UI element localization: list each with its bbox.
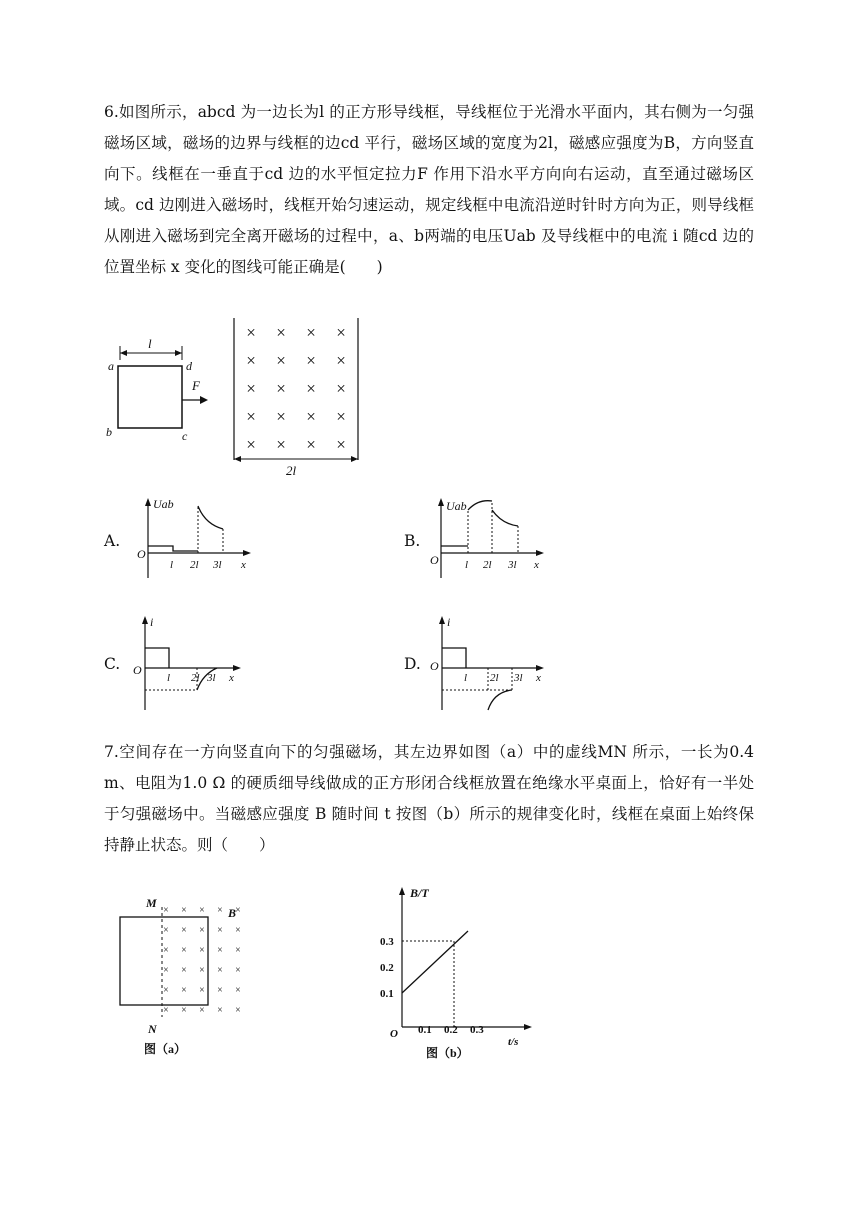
field-crosses bbox=[246, 323, 346, 454]
field-cross: × bbox=[235, 905, 241, 916]
option-a-letter[interactable]: A. bbox=[104, 532, 121, 550]
x-label: t/s bbox=[508, 1036, 519, 1048]
q6-figure bbox=[100, 318, 370, 478]
field-cross: × bbox=[199, 905, 205, 916]
option-c-graph[interactable] bbox=[131, 614, 251, 714]
field-cross: × bbox=[181, 1005, 187, 1016]
tick-2l: 2l bbox=[490, 672, 499, 684]
field-cross: × bbox=[217, 1005, 223, 1016]
corner-b: b bbox=[106, 425, 112, 439]
corner-d: d bbox=[186, 359, 192, 373]
x-label: x bbox=[241, 559, 246, 571]
option-a-graph[interactable] bbox=[135, 496, 255, 588]
field-cross: × bbox=[217, 905, 223, 916]
field-cross: × bbox=[276, 407, 286, 426]
y-tick-0.1: 0.1 bbox=[380, 988, 394, 1000]
field-cross: × bbox=[235, 925, 241, 936]
q6-text: 6.如图所示，abcd 为一边长为l 的正方形导线框，导线框位于光滑水平面内，其右侧为一匀强磁场区域，磁场的边界与线框的边cd 平行，磁场区域的宽度为2l，磁感应强度为B，方向竖直向下。线框在一垂直于cd 边的水平恒定拉力F 作用下沿水平方向向右运动，直至通过磁场区域。cd 边刚进入磁场时，线框开始匀速运动，规定线框中电流沿逆时针时方向为正，则导线框从刚进入磁场到完全离开磁场的过程中，a、b两端的电压Uab 及导线框中的电流 i 随cd 边的位置坐标 x 变化的图线可能正确是( ) bbox=[104, 103, 754, 276]
origin-label: O bbox=[137, 547, 146, 561]
option-b-graph[interactable] bbox=[428, 496, 548, 588]
field-cross: × bbox=[336, 407, 346, 426]
field-crosses bbox=[163, 905, 241, 1016]
field-cross: × bbox=[217, 925, 223, 936]
field-cross: × bbox=[199, 945, 205, 956]
y-tick-0.2: 0.2 bbox=[380, 962, 394, 974]
field-cross: × bbox=[246, 351, 256, 370]
x-tick-0.2: 0.2 bbox=[444, 1024, 458, 1036]
x-tick-0.3: 0.3 bbox=[470, 1024, 484, 1036]
corner-a: a bbox=[108, 359, 114, 373]
tick-l: l bbox=[167, 672, 171, 684]
field-cross: × bbox=[163, 905, 169, 916]
origin-label: O bbox=[430, 659, 439, 673]
field-cross: × bbox=[235, 965, 241, 976]
field-cross: × bbox=[246, 379, 256, 398]
field-cross: × bbox=[181, 985, 187, 996]
field-cross: × bbox=[235, 945, 241, 956]
field-cross: × bbox=[246, 435, 256, 454]
y-tick-0.3: 0.3 bbox=[380, 936, 394, 948]
option-c-letter[interactable]: C. bbox=[104, 655, 121, 673]
field-cross: × bbox=[181, 925, 187, 936]
side-label: l bbox=[148, 336, 152, 351]
origin-label: O bbox=[430, 553, 439, 567]
tick-2l: 2l bbox=[190, 559, 199, 571]
y-label: i bbox=[447, 615, 451, 629]
tick-l: l bbox=[465, 559, 469, 571]
field-cross: × bbox=[336, 379, 346, 398]
field-cross: × bbox=[217, 945, 223, 956]
field-cross: × bbox=[181, 905, 187, 916]
field-cross: × bbox=[336, 435, 346, 454]
field-cross: × bbox=[276, 323, 286, 342]
field-cross: × bbox=[199, 925, 205, 936]
x-label: x bbox=[229, 672, 234, 684]
origin-label: O bbox=[390, 1028, 398, 1040]
corner-c: c bbox=[182, 429, 188, 443]
field-cross: × bbox=[181, 945, 187, 956]
tick-3l: 3l bbox=[508, 559, 517, 571]
field-cross: × bbox=[306, 323, 316, 342]
tick-3l: 3l bbox=[207, 672, 216, 684]
option-b-letter[interactable]: B. bbox=[404, 532, 421, 550]
field-cross: × bbox=[276, 351, 286, 370]
field-cross: × bbox=[163, 1005, 169, 1016]
field-cross: × bbox=[163, 945, 169, 956]
field-cross: × bbox=[306, 407, 316, 426]
option-d-letter[interactable]: D. bbox=[404, 655, 421, 673]
y-label: Uab bbox=[153, 497, 174, 511]
field-cross: × bbox=[235, 985, 241, 996]
field-cross: × bbox=[306, 379, 316, 398]
y-label: Uab bbox=[446, 499, 467, 513]
field-cross: × bbox=[276, 435, 286, 454]
square-frame bbox=[118, 366, 182, 428]
field-cross: × bbox=[199, 1005, 205, 1016]
label-b: B bbox=[228, 906, 237, 920]
field-cross: × bbox=[246, 323, 256, 342]
field-cross: × bbox=[336, 351, 346, 370]
caption-b: 图（b） bbox=[426, 1046, 469, 1060]
field-cross: × bbox=[163, 925, 169, 936]
option-d-graph[interactable] bbox=[428, 614, 548, 714]
y-label: i bbox=[150, 615, 154, 629]
q7-figure-b bbox=[378, 885, 538, 1060]
field-cross: × bbox=[276, 379, 286, 398]
y-label: B/T bbox=[410, 886, 429, 900]
tick-l: l bbox=[170, 559, 174, 571]
field-cross: × bbox=[199, 965, 205, 976]
field-cross: × bbox=[336, 323, 346, 342]
tick-2l: 2l bbox=[483, 559, 492, 571]
tick-3l: 3l bbox=[213, 559, 222, 571]
field-cross: × bbox=[163, 985, 169, 996]
q7-figure-a bbox=[116, 893, 266, 1063]
field-cross: × bbox=[181, 965, 187, 976]
field-cross: × bbox=[217, 965, 223, 976]
tick-3l: 3l bbox=[514, 672, 523, 684]
field-cross: × bbox=[199, 985, 205, 996]
field-cross: × bbox=[246, 407, 256, 426]
force-label: F bbox=[192, 378, 200, 393]
field-width-label: 2l bbox=[286, 463, 297, 478]
field-cross: × bbox=[217, 985, 223, 996]
q7-text: 7.空间存在一方向竖直向下的匀强磁场，其左边界如图（a）中的虚线MN 所示，一长为0.4 m、电阻为1.0 Ω 的硬质细导线做成的正方形闭合线框放置在绝缘水平桌面上，恰好有一半处于匀强磁场中。当磁感应强度 B 随时间 t 按图（b）所示的规律变化时，线框在桌面上始终保持静止状态。则（ ） bbox=[104, 743, 754, 854]
caption-a: 图（a） bbox=[144, 1042, 187, 1056]
field-cross: × bbox=[235, 1005, 241, 1016]
tick-l: l bbox=[464, 672, 468, 684]
label-m: M bbox=[146, 896, 157, 910]
field-cross: × bbox=[306, 435, 316, 454]
field-cross: × bbox=[163, 965, 169, 976]
x-label: x bbox=[536, 672, 541, 684]
field-cross: × bbox=[306, 351, 316, 370]
tick-2l: 2l bbox=[191, 672, 200, 684]
x-label: x bbox=[534, 559, 539, 571]
label-n: N bbox=[148, 1022, 157, 1036]
x-tick-0.1: 0.1 bbox=[418, 1024, 432, 1036]
origin-label: O bbox=[133, 663, 142, 677]
b-t-line bbox=[402, 931, 468, 993]
